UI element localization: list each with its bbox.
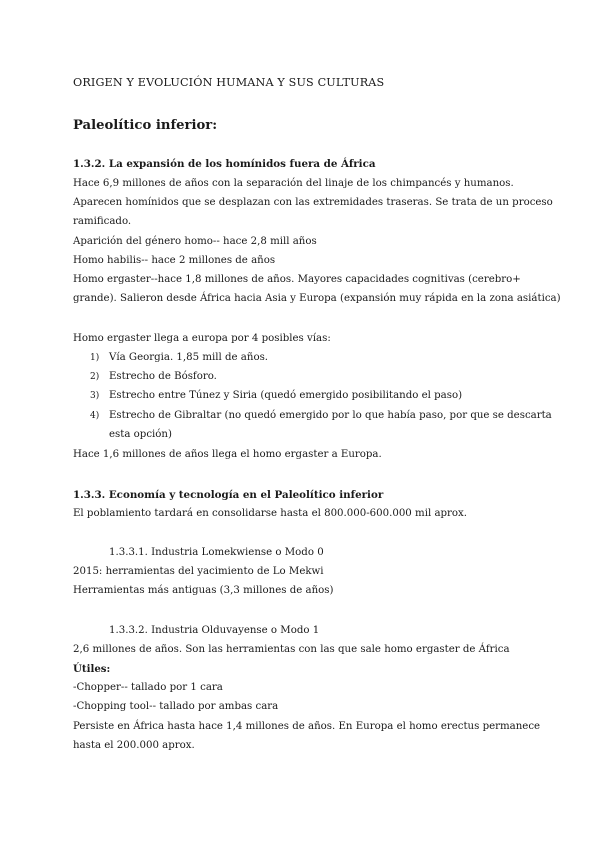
list-item: Estrecho de Bósforo.	[109, 371, 217, 382]
text-line: 2,6 millones de años. Son las herramientas con las que sale homo ergaster de África	[73, 644, 510, 655]
tool-item: -Chopper-- tallado por 1 cara	[73, 682, 223, 693]
text-line: Hace 6,9 millones de años con la separación del linaje de los chimpancés y humanos.	[73, 178, 514, 189]
list-number: 2)	[90, 372, 100, 382]
text-line: 2015: herramientas del yacimiento de Lo Mekwi	[73, 566, 324, 577]
text-line: Homo ergaster--hace 1,8 millones de años. Mayores capacidades cognitivas (cerebro+	[73, 274, 521, 285]
text-line: Aparición del género homo-- hace 2,8 mill años	[73, 236, 317, 247]
text-line: grande). Salieron desde África hacia Asia y Europa (expansión muy rápida en la zona asiática)	[73, 293, 561, 304]
list-number: 4)	[90, 411, 100, 421]
section-heading-1-3-3: 1.3.3. Economía y tecnología en el Paleolítico inferior	[73, 489, 384, 501]
subsection-heading-1-3-3-2: 1.3.3.2. Industria Olduvayense o Modo 1	[109, 625, 320, 636]
text-line: hasta el 200.000 aprox.	[73, 740, 195, 751]
list-item-continuation: esta opción)	[109, 429, 172, 440]
text-line: ramificado.	[73, 216, 132, 227]
heading-paleolitico-inferior: Paleolítico inferior:	[73, 118, 218, 133]
text-line: El poblamiento tardará en consolidarse hasta el 800.000-600.000 mil aprox.	[73, 508, 468, 519]
text-line: Homo habilis-- hace 2 millones de años	[73, 255, 276, 266]
section-heading-1-3-2: 1.3.2. La expansión de los homínidos fuera de África	[73, 158, 376, 170]
text-line: Persiste en África hasta hace 1,4 millones de años. En Europa el homo erectus permanece	[73, 721, 541, 732]
subsection-heading-1-3-3-1: 1.3.3.1. Industria Lomekwiense o Modo 0	[109, 547, 324, 558]
text-line: Herramientas más antiguas (3,3 millones de años)	[73, 585, 334, 596]
text-line: Aparecen homínidos que se desplazan con las extremidades traseras. Se trata de un proceso	[73, 197, 553, 208]
list-item: Vía Georgia. 1,85 mill de años.	[109, 352, 269, 363]
text-line: Hace 1,6 millones de años llega el homo ergaster a Europa.	[73, 449, 382, 460]
list-intro: Homo ergaster llega a europa por 4 posibles vías:	[73, 333, 331, 344]
list-item: Estrecho entre Túnez y Siria (quedó emergido posibilitando el paso)	[109, 390, 463, 401]
utiles-label: Útiles:	[73, 663, 111, 675]
list-number: 3)	[90, 391, 100, 401]
tool-item: -Chopping tool-- tallado por ambas cara	[73, 701, 279, 712]
list-item: Estrecho de Gibraltar (no quedó emergido por lo que había paso, por que se descarta	[109, 410, 552, 421]
list-number: 1)	[90, 353, 100, 363]
document-title: ORIGEN Y EVOLUCIÓN HUMANA Y SUS CULTURAS	[73, 76, 385, 89]
